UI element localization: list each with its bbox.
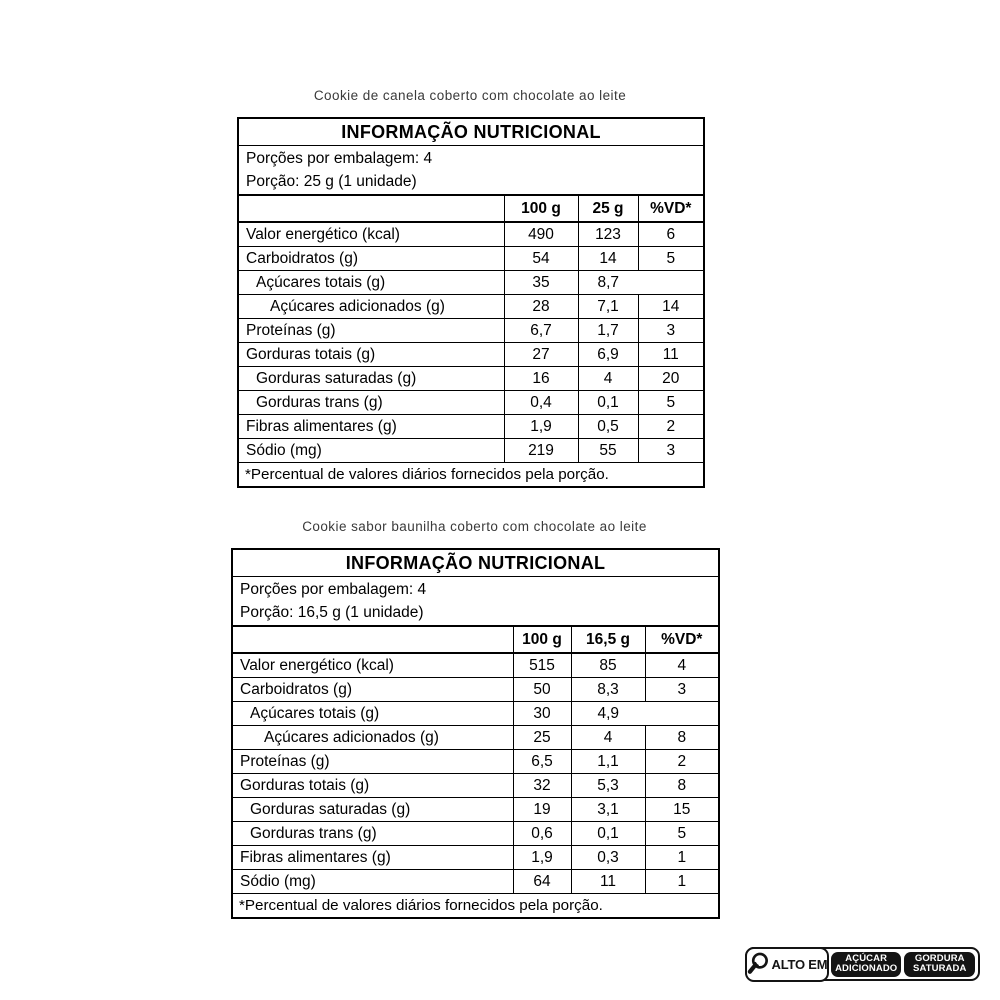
value-per-100g: 490 xyxy=(504,222,578,247)
badge-line: AÇÚCAR xyxy=(845,952,888,964)
nutrient-label: Açúcares adicionados (g) xyxy=(238,295,504,319)
value-percent-vd: 5 xyxy=(645,822,719,846)
value-per-portion: 7,1 xyxy=(578,295,638,319)
value-per-100g: 515 xyxy=(513,653,571,678)
column-header-100g: 100 g xyxy=(504,195,578,222)
vd-footnote: *Percentual de valores diários fornecidos pela porção. xyxy=(232,894,719,919)
value-percent-vd: 4 xyxy=(645,653,719,678)
table-row xyxy=(238,295,704,319)
value-per-100g: 219 xyxy=(504,439,578,463)
value-percent-vd xyxy=(638,271,704,295)
table-row xyxy=(238,247,704,271)
value-per-100g: 27 xyxy=(504,343,578,367)
column-header-vd: %VD* xyxy=(638,195,704,222)
value-per-100g: 64 xyxy=(513,870,571,894)
value-percent-vd: 8 xyxy=(645,774,719,798)
nutrition-table-baunilha xyxy=(231,548,720,919)
column-header-empty xyxy=(238,195,504,222)
magnifier-icon xyxy=(747,951,770,977)
nutrient-label: Gorduras saturadas (g) xyxy=(232,798,513,822)
nutrient-label: Sódio (mg) xyxy=(232,870,513,894)
value-percent-vd: 5 xyxy=(638,391,704,415)
value-per-portion: 11 xyxy=(571,870,645,894)
value-percent-vd xyxy=(645,702,719,726)
nutrient-label: Gorduras saturadas (g) xyxy=(238,367,504,391)
table-row xyxy=(232,798,719,822)
value-per-100g: 6,5 xyxy=(513,750,571,774)
value-per-100g: 6,7 xyxy=(504,319,578,343)
alto-em-segment xyxy=(745,947,830,982)
table-row xyxy=(238,319,704,343)
column-header-empty xyxy=(232,626,513,653)
nutrient-label: Gorduras trans (g) xyxy=(238,391,504,415)
badge-line: ADICIONADO xyxy=(835,963,898,974)
value-percent-vd: 2 xyxy=(638,415,704,439)
nutrient-label: Açúcares totais (g) xyxy=(232,702,513,726)
table-row xyxy=(232,702,719,726)
column-header-portion: 25 g xyxy=(578,195,638,222)
value-per-portion: 0,3 xyxy=(571,846,645,870)
value-per-100g: 30 xyxy=(513,702,571,726)
value-percent-vd: 20 xyxy=(638,367,704,391)
value-per-portion: 3,1 xyxy=(571,798,645,822)
table-row xyxy=(238,222,704,247)
value-percent-vd: 3 xyxy=(638,439,704,463)
nutrient-label: Açúcares adicionados (g) xyxy=(232,726,513,750)
product-title-canela: Cookie de canela coberto com chocolate ao leite xyxy=(313,88,627,103)
vd-footnote: *Percentual de valores diários fornecidos pela porção. xyxy=(238,463,704,488)
table-row xyxy=(238,463,704,488)
value-percent-vd: 1 xyxy=(645,846,719,870)
value-per-portion: 0,1 xyxy=(578,391,638,415)
nutrient-label: Gorduras totais (g) xyxy=(232,774,513,798)
product-title-baunilha: Cookie sabor baunilha coberto com chocolate ao leite xyxy=(302,519,647,534)
table-row xyxy=(232,626,719,653)
table-row xyxy=(232,726,719,750)
nutrient-label: Carboidratos (g) xyxy=(238,247,504,271)
value-percent-vd: 3 xyxy=(645,678,719,702)
value-per-100g: 0,6 xyxy=(513,822,571,846)
table-row xyxy=(238,367,704,391)
value-per-portion: 0,1 xyxy=(571,822,645,846)
nutrient-label: Fibras alimentares (g) xyxy=(232,846,513,870)
warning-badge-added-sugar xyxy=(831,952,902,977)
nutrient-label: Gorduras totais (g) xyxy=(238,343,504,367)
table-row xyxy=(232,846,719,870)
value-per-100g: 54 xyxy=(504,247,578,271)
table-row xyxy=(238,146,704,196)
serving-info xyxy=(238,146,704,196)
portion-size: Porção: 16,5 g (1 unidade) xyxy=(240,604,424,621)
value-percent-vd: 5 xyxy=(638,247,704,271)
value-per-portion: 1,1 xyxy=(571,750,645,774)
table-row xyxy=(238,391,704,415)
table-row xyxy=(232,822,719,846)
nutrient-label: Proteínas (g) xyxy=(232,750,513,774)
value-per-portion: 8,3 xyxy=(571,678,645,702)
value-per-portion: 0,5 xyxy=(578,415,638,439)
value-per-portion: 4,9 xyxy=(571,702,645,726)
table-row xyxy=(232,870,719,894)
alto-em-label: ALTO EM xyxy=(771,956,828,972)
nutrition-table-canela xyxy=(237,117,705,488)
nutrient-label: Fibras alimentares (g) xyxy=(238,415,504,439)
value-percent-vd: 11 xyxy=(638,343,704,367)
table-row xyxy=(238,271,704,295)
value-per-portion: 4 xyxy=(578,367,638,391)
value-per-100g: 28 xyxy=(504,295,578,319)
nutrient-label: Carboidratos (g) xyxy=(232,678,513,702)
servings-per-package: Porções por embalagem: 4 xyxy=(240,581,427,598)
value-per-100g: 35 xyxy=(504,271,578,295)
nutrient-label: Proteínas (g) xyxy=(238,319,504,343)
value-per-100g: 19 xyxy=(513,798,571,822)
table-row xyxy=(238,118,704,146)
nutrient-label: Valor energético (kcal) xyxy=(238,222,504,247)
table-row xyxy=(232,549,719,577)
column-header-vd: %VD* xyxy=(645,626,719,653)
value-percent-vd: 2 xyxy=(645,750,719,774)
table-row xyxy=(238,415,704,439)
portion-size: Porção: 25 g (1 unidade) xyxy=(246,173,417,190)
value-percent-vd: 1 xyxy=(645,870,719,894)
nutrient-label: Sódio (mg) xyxy=(238,439,504,463)
column-header-100g: 100 g xyxy=(513,626,571,653)
value-per-100g: 25 xyxy=(513,726,571,750)
value-per-100g: 0,4 xyxy=(504,391,578,415)
value-per-portion: 123 xyxy=(578,222,638,247)
table-row xyxy=(232,678,719,702)
value-per-100g: 16 xyxy=(504,367,578,391)
value-percent-vd: 15 xyxy=(645,798,719,822)
value-per-100g: 50 xyxy=(513,678,571,702)
table-row xyxy=(232,774,719,798)
value-percent-vd: 14 xyxy=(638,295,704,319)
table-row xyxy=(232,750,719,774)
badge-line: GORDURA xyxy=(914,952,965,964)
serving-info xyxy=(232,577,719,627)
table-title: INFORMAÇÃO NUTRICIONAL xyxy=(232,549,719,577)
value-per-portion: 4 xyxy=(571,726,645,750)
value-per-100g: 1,9 xyxy=(504,415,578,439)
table-row xyxy=(238,439,704,463)
high-in-warning-seal xyxy=(745,947,980,981)
value-per-portion: 1,7 xyxy=(578,319,638,343)
table-row xyxy=(232,577,719,627)
nutrient-label: Gorduras trans (g) xyxy=(232,822,513,846)
value-per-100g: 32 xyxy=(513,774,571,798)
value-per-portion: 85 xyxy=(571,653,645,678)
value-percent-vd: 8 xyxy=(645,726,719,750)
table-row xyxy=(232,653,719,678)
value-per-portion: 8,7 xyxy=(578,271,638,295)
value-per-portion: 6,9 xyxy=(578,343,638,367)
nutrient-label: Açúcares totais (g) xyxy=(238,271,504,295)
table-title: INFORMAÇÃO NUTRICIONAL xyxy=(238,118,704,146)
value-per-portion: 5,3 xyxy=(571,774,645,798)
warning-badge-saturated-fat xyxy=(904,952,975,977)
value-percent-vd: 3 xyxy=(638,319,704,343)
servings-per-package: Porções por embalagem: 4 xyxy=(246,150,433,167)
badge-line: SATURADA xyxy=(913,963,967,974)
value-per-100g: 1,9 xyxy=(513,846,571,870)
table-row xyxy=(238,195,704,222)
column-header-portion: 16,5 g xyxy=(571,626,645,653)
table-row xyxy=(232,894,719,919)
value-percent-vd: 6 xyxy=(638,222,704,247)
value-per-portion: 55 xyxy=(578,439,638,463)
nutrient-label: Valor energético (kcal) xyxy=(232,653,513,678)
value-per-portion: 14 xyxy=(578,247,638,271)
table-row xyxy=(238,343,704,367)
